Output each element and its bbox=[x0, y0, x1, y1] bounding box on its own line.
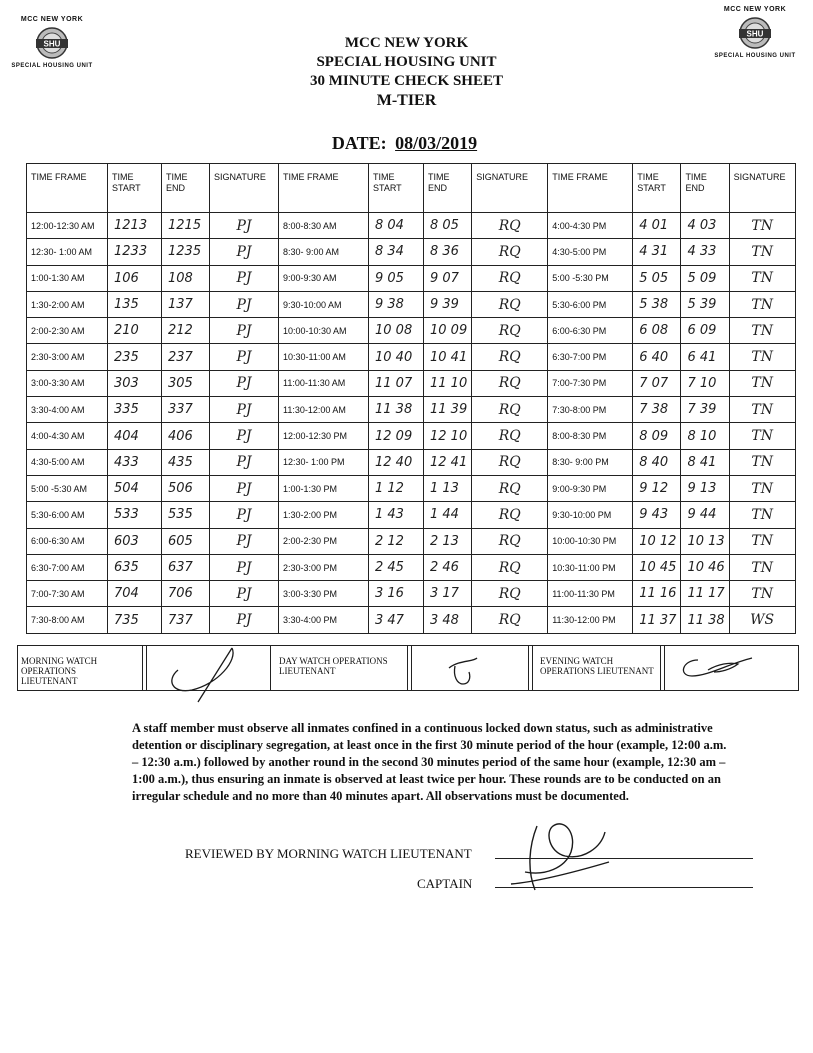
cell-signature: PJ bbox=[210, 318, 279, 344]
cell-time-frame: 11:00-11:30 PM bbox=[548, 581, 633, 607]
cell-time-frame: 1:00-1:30 PM bbox=[279, 475, 369, 501]
cell-time-frame: 6:00-6:30 PM bbox=[548, 318, 633, 344]
cell-signature: RQ bbox=[472, 554, 548, 580]
cell-time-end: 605 bbox=[162, 528, 210, 554]
cell-time-end: 6 41 bbox=[681, 344, 729, 370]
cell-signature: RQ bbox=[472, 213, 548, 239]
cell-time-start: 335 bbox=[108, 397, 162, 423]
cell-time-end: 9 07 bbox=[424, 265, 472, 291]
cell-time-start: 12 09 bbox=[369, 423, 424, 449]
cell-time-frame: 4:30-5:00 PM bbox=[548, 239, 633, 265]
date-value: 08/03/2019 bbox=[395, 133, 478, 153]
cell-time-frame: 7:30-8:00 PM bbox=[548, 397, 633, 423]
cell-time-start: 6 40 bbox=[633, 344, 681, 370]
cell-time-frame: 10:00-10:30 AM bbox=[279, 318, 369, 344]
cell-signature: RQ bbox=[472, 291, 548, 317]
cell-time-end: 435 bbox=[162, 449, 210, 475]
col-time-end: TIME END bbox=[162, 164, 210, 213]
header-line1: MCC NEW YORK bbox=[344, 35, 469, 51]
cell-time-frame: 9:30-10:00 PM bbox=[548, 502, 633, 528]
cell-time-end: 6 09 bbox=[681, 318, 729, 344]
cell-time-start: 603 bbox=[108, 528, 162, 554]
reviewed-label: REVIEWED BY MORNING WATCH LIEUTENANT bbox=[185, 846, 472, 861]
cell-time-end: 5 09 bbox=[681, 265, 729, 291]
cell-time-start: 1 12 bbox=[369, 475, 424, 501]
cell-time-start: 3 47 bbox=[369, 607, 424, 633]
cell-time-end: 137 bbox=[162, 291, 210, 317]
cell-time-end: 1 44 bbox=[424, 502, 472, 528]
cell-signature: WS bbox=[729, 607, 795, 633]
cell-signature: TN bbox=[729, 213, 795, 239]
table-header-row bbox=[27, 164, 796, 213]
cell-time-start: 5 38 bbox=[633, 291, 681, 317]
cell-time-start: 404 bbox=[108, 423, 162, 449]
cell-time-frame: 4:00-4:30 AM bbox=[27, 423, 108, 449]
col-time-frame: TIME FRAME bbox=[548, 164, 633, 213]
col-time-start: TIME START bbox=[108, 164, 162, 213]
cell-time-frame: 1:30-2:00 AM bbox=[27, 291, 108, 317]
cell-time-end: 1215 bbox=[162, 213, 210, 239]
cell-time-end: 11 39 bbox=[424, 397, 472, 423]
table-row bbox=[27, 607, 796, 633]
table-row bbox=[27, 423, 796, 449]
cell-time-start: 8 34 bbox=[369, 239, 424, 265]
cell-signature: TN bbox=[729, 370, 795, 396]
captain-label: CAPTAIN bbox=[417, 876, 473, 891]
cell-time-start: 106 bbox=[108, 265, 162, 291]
cell-signature: TN bbox=[729, 318, 795, 344]
cell-time-frame: 7:00-7:30 AM bbox=[27, 581, 108, 607]
logo-top-text: MCC NEW YORK bbox=[20, 16, 84, 23]
cell-time-end: 2 13 bbox=[424, 528, 472, 554]
check-table bbox=[26, 163, 796, 634]
cell-signature: TN bbox=[729, 449, 795, 475]
cell-time-start: 210 bbox=[108, 318, 162, 344]
cell-time-end: 737 bbox=[162, 607, 210, 633]
cell-time-end: 9 39 bbox=[424, 291, 472, 317]
cell-time-end: 8 36 bbox=[424, 239, 472, 265]
cell-time-start: 4 31 bbox=[633, 239, 681, 265]
cell-signature: PJ bbox=[210, 265, 279, 291]
cell-time-start: 704 bbox=[108, 581, 162, 607]
cell-signature: TN bbox=[729, 397, 795, 423]
cell-time-end: 10 46 bbox=[681, 554, 729, 580]
morning-lieutenant-signature-icon bbox=[158, 640, 268, 708]
cell-time-start: 504 bbox=[108, 475, 162, 501]
cell-time-end: 305 bbox=[162, 370, 210, 396]
table-row bbox=[27, 213, 796, 239]
cell-time-frame: 2:00-2:30 PM bbox=[279, 528, 369, 554]
cell-time-start: 11 37 bbox=[633, 607, 681, 633]
cell-time-start: 2 12 bbox=[369, 528, 424, 554]
cell-time-start: 533 bbox=[108, 502, 162, 528]
lieutenant-signoff-box bbox=[17, 645, 799, 691]
cell-time-start: 10 40 bbox=[369, 344, 424, 370]
cell-time-frame: 4:30-5:00 AM bbox=[27, 449, 108, 475]
cell-signature: PJ bbox=[210, 291, 279, 317]
header-line4: M-TIER bbox=[376, 92, 437, 109]
cell-signature: PJ bbox=[210, 213, 279, 239]
cell-time-end: 3 17 bbox=[424, 581, 472, 607]
cell-signature: TN bbox=[729, 291, 795, 317]
cell-time-end: 10 41 bbox=[424, 344, 472, 370]
col-time-start: TIME START bbox=[633, 164, 681, 213]
table-row bbox=[27, 265, 796, 291]
col-time-end: TIME END bbox=[424, 164, 472, 213]
cell-time-end: 237 bbox=[162, 344, 210, 370]
cell-time-end: 637 bbox=[162, 554, 210, 580]
cell-signature: PJ bbox=[210, 554, 279, 580]
cell-time-start: 735 bbox=[108, 607, 162, 633]
evening-lieutenant-signature-icon bbox=[668, 650, 758, 686]
cell-time-frame: 12:00-12:30 PM bbox=[279, 423, 369, 449]
table-row bbox=[27, 318, 796, 344]
cell-time-end: 406 bbox=[162, 423, 210, 449]
col-time-start: TIME START bbox=[369, 164, 424, 213]
table-row bbox=[27, 581, 796, 607]
cell-time-frame: 7:00-7:30 PM bbox=[548, 370, 633, 396]
logo-bottom-text: SPECIAL HOUSING UNIT bbox=[11, 63, 93, 69]
cell-time-start: 3 16 bbox=[369, 581, 424, 607]
table-row bbox=[27, 239, 796, 265]
cell-time-frame: 8:30- 9:00 PM bbox=[548, 449, 633, 475]
cell-time-frame: 12:00-12:30 AM bbox=[27, 213, 108, 239]
cell-time-end: 535 bbox=[162, 502, 210, 528]
cell-signature: TN bbox=[729, 344, 795, 370]
cell-time-frame: 5:30-6:00 PM bbox=[548, 291, 633, 317]
evening-lieutenant-label: EVENING WATCH OPERATIONS LIEUTENANT bbox=[540, 656, 654, 676]
cell-time-start: 12 40 bbox=[369, 449, 424, 475]
cell-time-start: 7 38 bbox=[633, 397, 681, 423]
col-time-frame: TIME FRAME bbox=[27, 164, 108, 213]
cell-signature: TN bbox=[729, 528, 795, 554]
day-lieutenant-label: DAY WATCH OPERATIONS LIEUTENANT bbox=[279, 656, 388, 676]
cell-time-end: 108 bbox=[162, 265, 210, 291]
cell-signature: TN bbox=[729, 502, 795, 528]
cell-time-end: 1235 bbox=[162, 239, 210, 265]
cell-time-end: 212 bbox=[162, 318, 210, 344]
cell-time-end: 3 48 bbox=[424, 607, 472, 633]
cell-time-frame: 8:30- 9:00 AM bbox=[279, 239, 369, 265]
cell-time-frame: 3:30-4:00 AM bbox=[27, 397, 108, 423]
cell-time-frame: 3:30-4:00 PM bbox=[279, 607, 369, 633]
date-label: DATE: bbox=[331, 133, 387, 153]
policy-text: A staff member must observe all inmates confined in a continuous locked down status, such as administrative detention or disciplinary segregation, at least once in the first 30 minute period of the hour (example, 12:00 a.m. – 12:30 a.m.) followed by another round in the second 30 minutes period of the same hour (example, 12:30 am – 1:00 a.m.), thus ensuring an inmate is observed at least twice per hour. These rounds are to be conducted on an irregular schedule and no more than 40 minutes apart. All observations must be documented. bbox=[132, 721, 727, 803]
cell-signature: RQ bbox=[472, 397, 548, 423]
cell-time-start: 635 bbox=[108, 554, 162, 580]
cell-time-start: 10 12 bbox=[633, 528, 681, 554]
cell-time-end: 4 03 bbox=[681, 213, 729, 239]
cell-time-frame: 3:00-3:30 AM bbox=[27, 370, 108, 396]
table-row bbox=[27, 370, 796, 396]
cell-time-start: 433 bbox=[108, 449, 162, 475]
cell-time-end: 8 05 bbox=[424, 213, 472, 239]
logo-bottom-text: SPECIAL HOUSING UNIT bbox=[714, 53, 796, 59]
cell-signature: RQ bbox=[472, 449, 548, 475]
cell-signature: PJ bbox=[210, 528, 279, 554]
cell-time-frame: 5:30-6:00 AM bbox=[27, 502, 108, 528]
cell-signature: PJ bbox=[210, 370, 279, 396]
cell-signature: PJ bbox=[210, 607, 279, 633]
cell-signature: RQ bbox=[472, 581, 548, 607]
table-row bbox=[27, 502, 796, 528]
cell-time-end: 8 10 bbox=[681, 423, 729, 449]
cell-signature: TN bbox=[729, 581, 795, 607]
table-row bbox=[27, 528, 796, 554]
cell-time-end: 337 bbox=[162, 397, 210, 423]
header-line3: 30 MINUTE CHECK SHEET bbox=[310, 73, 503, 89]
col-signature: SIGNATURE bbox=[210, 164, 279, 213]
cell-signature: RQ bbox=[472, 370, 548, 396]
cell-time-frame: 12:30- 1:00 PM bbox=[279, 449, 369, 475]
cell-signature: RQ bbox=[472, 423, 548, 449]
col-signature: SIGNATURE bbox=[472, 164, 548, 213]
cell-time-frame: 7:30-8:00 AM bbox=[27, 607, 108, 633]
cell-time-frame: 8:00-8:30 AM bbox=[279, 213, 369, 239]
col-time-end: TIME END bbox=[681, 164, 729, 213]
cell-signature: RQ bbox=[472, 344, 548, 370]
cell-time-frame: 6:30-7:00 AM bbox=[27, 554, 108, 580]
cell-signature: PJ bbox=[210, 397, 279, 423]
cell-time-end: 7 39 bbox=[681, 397, 729, 423]
cell-signature: PJ bbox=[210, 449, 279, 475]
cell-time-start: 1 43 bbox=[369, 502, 424, 528]
table-row bbox=[27, 291, 796, 317]
cell-time-start: 8 09 bbox=[633, 423, 681, 449]
col-time-frame: TIME FRAME bbox=[279, 164, 369, 213]
cell-signature: TN bbox=[729, 554, 795, 580]
cell-signature: PJ bbox=[210, 423, 279, 449]
cell-time-frame: 10:30-11:00 AM bbox=[279, 344, 369, 370]
reviewer-signature-icon bbox=[505, 812, 615, 904]
cell-signature: TN bbox=[729, 423, 795, 449]
cell-time-frame: 5:00 -5:30 AM bbox=[27, 475, 108, 501]
cell-time-end: 2 46 bbox=[424, 554, 472, 580]
cell-time-frame: 8:00-8:30 PM bbox=[548, 423, 633, 449]
date-line bbox=[0, 133, 813, 154]
cell-time-end: 706 bbox=[162, 581, 210, 607]
cell-time-frame: 2:30-3:00 AM bbox=[27, 344, 108, 370]
cell-signature: TN bbox=[729, 265, 795, 291]
cell-signature: RQ bbox=[472, 528, 548, 554]
cell-signature: TN bbox=[729, 239, 795, 265]
cell-time-frame: 1:00-1:30 AM bbox=[27, 265, 108, 291]
table-row bbox=[27, 344, 796, 370]
cell-time-start: 235 bbox=[108, 344, 162, 370]
cell-signature: TN bbox=[729, 475, 795, 501]
cell-time-start: 9 43 bbox=[633, 502, 681, 528]
table-row bbox=[27, 397, 796, 423]
cell-signature: RQ bbox=[472, 607, 548, 633]
cell-time-start: 9 38 bbox=[369, 291, 424, 317]
cell-time-frame: 2:30-3:00 PM bbox=[279, 554, 369, 580]
cell-time-frame: 9:00-9:30 AM bbox=[279, 265, 369, 291]
cell-time-end: 8 41 bbox=[681, 449, 729, 475]
cell-signature: RQ bbox=[472, 318, 548, 344]
cell-time-frame: 2:00-2:30 AM bbox=[27, 318, 108, 344]
cell-signature: RQ bbox=[472, 502, 548, 528]
seal-text: SHU bbox=[43, 39, 61, 49]
cell-time-start: 7 07 bbox=[633, 370, 681, 396]
cell-signature: PJ bbox=[210, 239, 279, 265]
cell-signature: PJ bbox=[210, 581, 279, 607]
cell-time-start: 2 45 bbox=[369, 554, 424, 580]
cell-time-end: 4 33 bbox=[681, 239, 729, 265]
cell-time-start: 8 04 bbox=[369, 213, 424, 239]
cell-time-end: 7 10 bbox=[681, 370, 729, 396]
cell-time-start: 8 40 bbox=[633, 449, 681, 475]
cell-time-frame: 11:00-11:30 AM bbox=[279, 370, 369, 396]
table-row bbox=[27, 475, 796, 501]
logo-top-text: MCC NEW YORK bbox=[723, 6, 787, 13]
cell-time-frame: 6:30-7:00 PM bbox=[548, 344, 633, 370]
cell-time-start: 11 38 bbox=[369, 397, 424, 423]
cell-time-frame: 5:00 -5:30 PM bbox=[548, 265, 633, 291]
cell-time-frame: 10:30-11:00 PM bbox=[548, 554, 633, 580]
cell-time-frame: 1:30-2:00 PM bbox=[279, 502, 369, 528]
cell-time-start: 9 05 bbox=[369, 265, 424, 291]
cell-time-end: 11 38 bbox=[681, 607, 729, 633]
cell-time-start: 5 05 bbox=[633, 265, 681, 291]
cell-signature: RQ bbox=[472, 239, 548, 265]
cell-time-frame: 11:30-12:00 AM bbox=[279, 397, 369, 423]
cell-signature: RQ bbox=[472, 265, 548, 291]
col-signature: SIGNATURE bbox=[729, 164, 795, 213]
morning-lieutenant-label: MORNING WATCH OPERATIONS LIEUTENANT bbox=[21, 656, 98, 686]
cell-time-end: 5 39 bbox=[681, 291, 729, 317]
cell-time-end: 10 09 bbox=[424, 318, 472, 344]
cell-time-end: 11 17 bbox=[681, 581, 729, 607]
cell-time-end: 12 41 bbox=[424, 449, 472, 475]
cell-signature: PJ bbox=[210, 502, 279, 528]
cell-time-frame: 10:00-10:30 PM bbox=[548, 528, 633, 554]
day-lieutenant-signature-icon bbox=[443, 654, 493, 688]
cell-time-end: 9 13 bbox=[681, 475, 729, 501]
cell-time-start: 1233 bbox=[108, 239, 162, 265]
cell-time-frame: 4:00-4:30 PM bbox=[548, 213, 633, 239]
cell-time-start: 11 16 bbox=[633, 581, 681, 607]
document-header bbox=[0, 34, 813, 110]
cell-time-frame: 9:00-9:30 PM bbox=[548, 475, 633, 501]
cell-time-end: 9 44 bbox=[681, 502, 729, 528]
cell-time-end: 10 13 bbox=[681, 528, 729, 554]
table-row bbox=[27, 554, 796, 580]
cell-time-start: 1213 bbox=[108, 213, 162, 239]
cell-time-start: 10 08 bbox=[369, 318, 424, 344]
cell-signature: PJ bbox=[210, 475, 279, 501]
cell-time-end: 11 10 bbox=[424, 370, 472, 396]
cell-time-start: 4 01 bbox=[633, 213, 681, 239]
cell-time-start: 303 bbox=[108, 370, 162, 396]
cell-time-frame: 6:00-6:30 AM bbox=[27, 528, 108, 554]
seal-text: SHU bbox=[746, 29, 764, 39]
cell-time-frame: 11:30-12:00 PM bbox=[548, 607, 633, 633]
cell-signature: RQ bbox=[472, 475, 548, 501]
table-row bbox=[27, 449, 796, 475]
cell-time-frame: 12:30- 1:00 AM bbox=[27, 239, 108, 265]
cell-time-start: 6 08 bbox=[633, 318, 681, 344]
cell-time-end: 12 10 bbox=[424, 423, 472, 449]
cell-time-start: 11 07 bbox=[369, 370, 424, 396]
header-line2: SPECIAL HOUSING UNIT bbox=[316, 54, 497, 70]
cell-time-frame: 3:00-3:30 PM bbox=[279, 581, 369, 607]
cell-time-end: 1 13 bbox=[424, 475, 472, 501]
cell-time-start: 10 45 bbox=[633, 554, 681, 580]
cell-time-end: 506 bbox=[162, 475, 210, 501]
cell-time-frame: 9:30-10:00 AM bbox=[279, 291, 369, 317]
cell-time-start: 135 bbox=[108, 291, 162, 317]
cell-signature: PJ bbox=[210, 344, 279, 370]
cell-time-start: 9 12 bbox=[633, 475, 681, 501]
